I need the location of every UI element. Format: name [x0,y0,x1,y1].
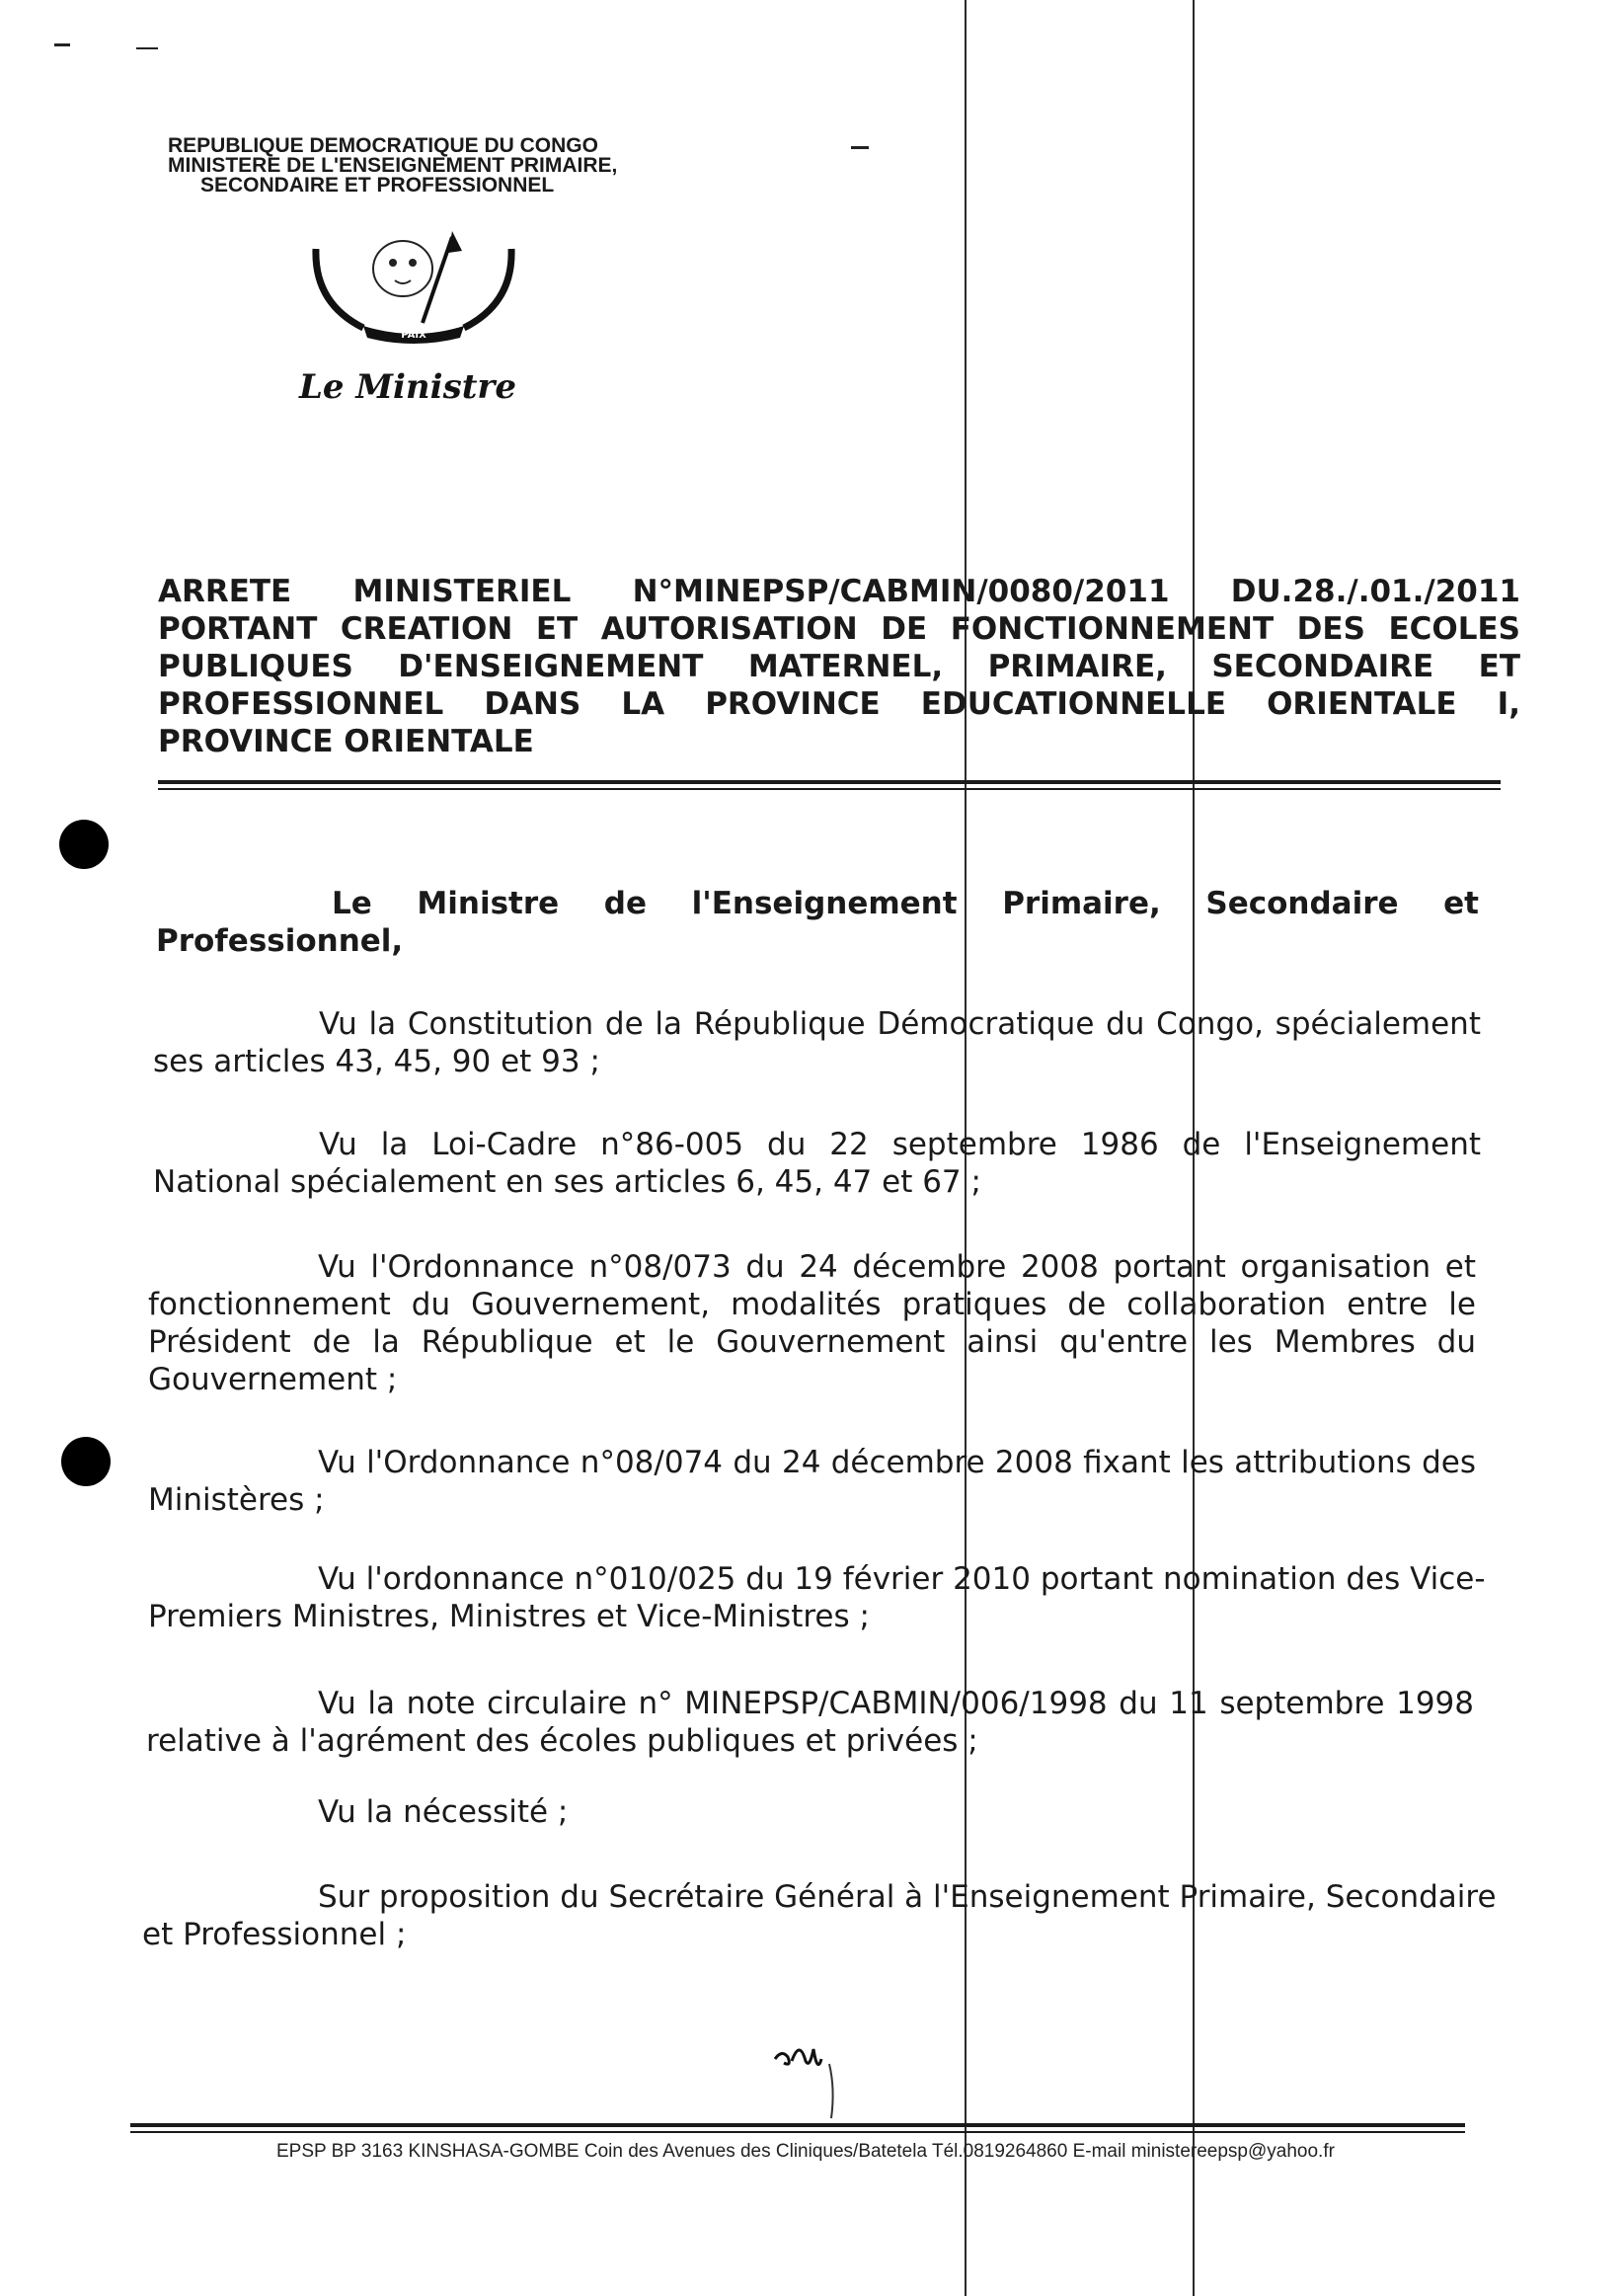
paragraph-line: fonctionnement du Gouvernement, modalités pratiques de collaboration entre le [148,1287,1476,1322]
scan-speck [851,146,869,149]
paragraph-line: Vu l'Ordonnance n°08/073 du 24 décembre 2008 portant organisation et [318,1249,1476,1285]
decree-title-line: PROFESSIONNEL DANS LA PROVINCE EDUCATIONNELLE ORIENTALE I, [158,686,1520,722]
paragraph-line: Vu la nécessité ; [318,1794,569,1830]
decree-title-line: PROVINCE ORIENTALE [158,724,534,759]
paragraph-line: Vu la Constitution de la République Démocratique du Congo, spécialement [319,1006,1481,1042]
paragraph-line: Sur proposition du Secrétaire Général à l'Enseignement Primaire, Secondaire [318,1879,1497,1915]
minister-signature-title: Le Ministre [299,367,516,407]
paragraph-line: Premiers Ministres, Ministres et Vice-Ministres ; [148,1599,870,1634]
scan-speck [54,43,70,46]
footer-divider [130,2123,1465,2127]
intro-line: Professionnel, [156,923,404,959]
intro-line: Le Ministre de l'Enseignement Primaire, Secondaire et [332,886,1479,921]
vu-loi-cadre [153,1126,1481,1201]
paragraph-line: relative à l'agrément des écoles publiques et privées ; [146,1723,978,1759]
vu-ordonnance-073 [148,1248,1476,1398]
intro-paragraph [156,885,1479,960]
scan-speck [136,47,158,49]
vu-ordonnance-025 [148,1560,1486,1635]
paragraph-line: Ministères ; [148,1482,325,1518]
decree-title-line: PORTANT CREATION ET AUTORISATION DE FONCTIONNEMENT DES ECOLES [158,611,1520,647]
decree-title [158,573,1520,760]
decree-title-line: ARRETE MINISTERIEL N°MINEPSP/CABMIN/0080/2011 DU.28./.01./2011 [158,574,1520,609]
paragraph-line: Vu la note circulaire n° MINEPSP/CABMIN/006/1998 du 11 septembre 1998 [318,1686,1474,1721]
paragraph-line: National spécialement en ses articles 6, 45, 47 et 67 ; [153,1164,981,1200]
title-divider [158,780,1501,784]
paragraph-line: Vu la Loi-Cadre n°86-005 du 22 septembre 1986 de l'Enseignement [319,1127,1481,1162]
sur-proposition [142,1878,1497,1953]
paragraph-line: Gouvernement ; [148,1362,398,1397]
svg-text:PAIX: PAIX [401,330,426,341]
paragraph-line: ses articles 43, 45, 90 et 93 ; [153,1044,600,1079]
letterhead-ministry-cont: SECONDAIRE ET PROFESSIONNEL [200,174,555,197]
paragraph-line: et Professionnel ; [142,1917,407,1952]
paragraph-line: Président de la République et le Gouvernement ainsi qu'entre les Membres du [148,1324,1476,1360]
letterhead-country: REPUBLIQUE DEMOCRATIQUE DU CONGO [168,134,598,157]
decree-title-line: PUBLIQUES D'ENSEIGNEMENT MATERNEL, PRIMAIRE, SECONDAIRE ET [158,649,1520,684]
title-divider-thin [158,788,1501,790]
vu-note-circulaire [146,1685,1474,1760]
vu-necessite [146,1793,1474,1831]
punch-hole [61,1437,111,1486]
footer-contact: EPSP BP 3163 KINSHASA-GOMBE Coin des Avenues des Cliniques/Batetela Tél.0819264860 E-mail ministereepsp@yahoo.fr [276,2141,1335,2162]
vu-ordonnance-074 [148,1444,1476,1519]
letterhead-ministry: MINISTERE DE L'ENSEIGNEMENT PRIMAIRE, [168,154,618,177]
handwritten-initials [770,2019,859,2128]
paragraph-line: Vu l'ordonnance n°010/025 du 19 février 2010 portant nomination des Vice- [318,1561,1486,1597]
letterhead [168,136,617,196]
paragraph-line: Vu l'Ordonnance n°08/074 du 24 décembre 2008 fixant les attributions des [318,1445,1476,1480]
vu-constitution [153,1005,1481,1080]
national-seal-emblem [304,229,523,350]
punch-hole [59,820,109,869]
footer-divider-thin [130,2131,1465,2133]
